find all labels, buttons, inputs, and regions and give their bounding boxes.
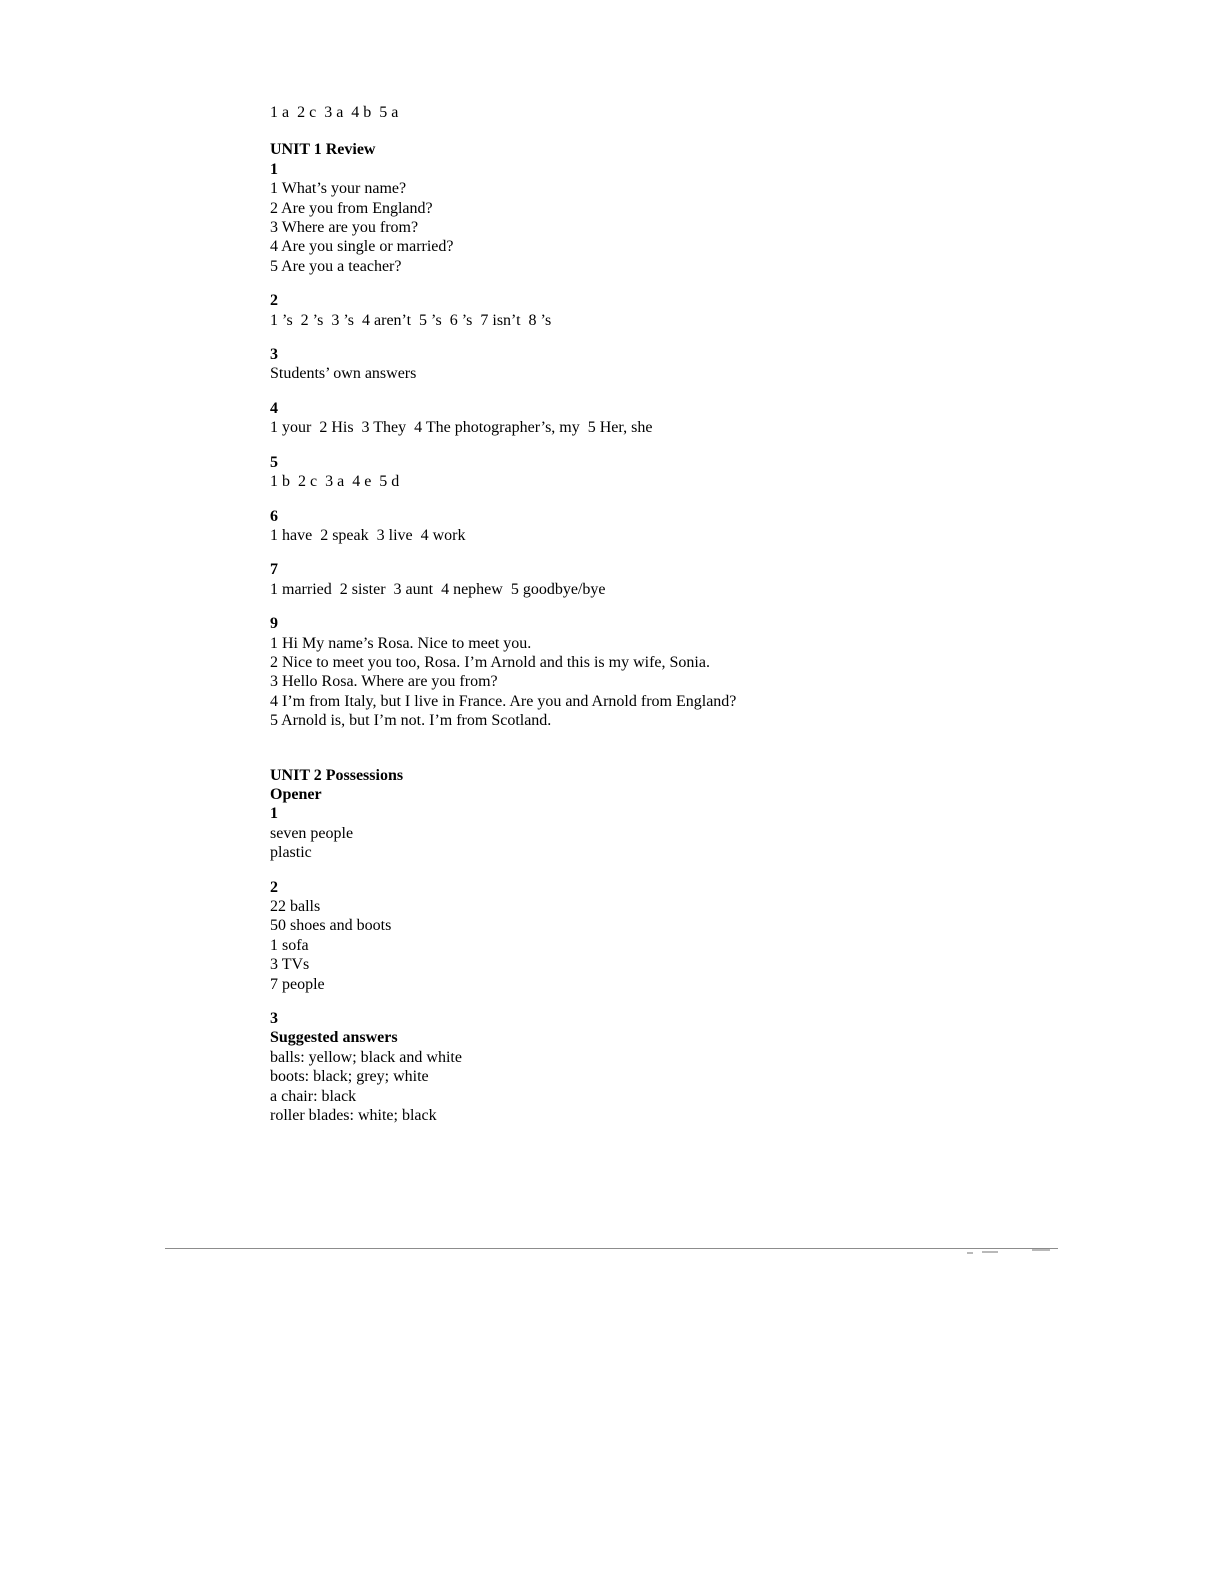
answer-line: 5 Are you a teacher?	[270, 257, 402, 275]
exercise-number: 3	[270, 1010, 278, 1028]
answer-line: 1 married 2 sister 3 aunt 4 nephew 5 goodbye/bye	[270, 580, 606, 598]
answer-line: 1 have 2 speak 3 live 4 work	[270, 526, 466, 544]
answer-line: 1 What’s your name?	[270, 180, 407, 198]
unit2-exercise-2	[270, 878, 736, 994]
answer-line: a chair: black	[270, 1087, 357, 1105]
exercise-number: 7	[270, 561, 278, 579]
unit2-exercise-1	[270, 804, 736, 862]
answer-line: plastic	[270, 844, 312, 862]
answer-line: 2 Nice to meet you too, Rosa. I’m Arnold and this is my wife, Sonia.	[270, 653, 710, 671]
exercise-number: 1	[270, 805, 278, 823]
answer-line: 5 Arnold is, but I’m not. I’m from Scotland.	[270, 712, 552, 730]
unit2-subtitle: Opener	[270, 785, 322, 803]
top-answer-line: 1 a 2 c 3 a 4 b 5 a	[270, 104, 399, 121]
scan-artifact	[967, 1252, 973, 1254]
exercise-number: 5	[270, 453, 278, 471]
answer-line: 1 your 2 His 3 They 4 The photographer’s, my 5 Her, she	[270, 419, 653, 437]
unit1-exercise-5	[270, 453, 736, 492]
unit1-exercise-4	[270, 399, 736, 438]
answer-line: 1 Hi My name’s Rosa. Nice to meet you.	[270, 634, 532, 652]
exercise-number: 6	[270, 507, 278, 525]
answer-line: 1 sofa	[270, 936, 309, 954]
answer-line: seven people	[270, 824, 354, 842]
unit2-exercise-3	[270, 1009, 736, 1125]
answer-line: 7 people	[270, 975, 325, 993]
answer-line: 3 Where are you from?	[270, 219, 419, 237]
unit1-exercise-9	[270, 614, 736, 730]
unit1-section	[270, 140, 736, 730]
unit2-section	[270, 766, 736, 1126]
answer-line: 50 shoes and boots	[270, 917, 392, 935]
unit1-exercise-6	[270, 507, 736, 546]
exercise-number: 9	[270, 615, 278, 633]
unit1-title: UNIT 1 Review	[270, 141, 376, 159]
exercise-number: 1	[270, 160, 278, 178]
answer-line: Students’ own answers	[270, 365, 417, 383]
answer-line: 4 Are you single or married?	[270, 238, 454, 256]
unit1-exercise-7	[270, 560, 736, 599]
answer-line: 3 Hello Rosa. Where are you from?	[270, 673, 498, 691]
suggested-answers-heading: Suggested answers	[270, 1029, 398, 1047]
exercise-number: 2	[270, 292, 278, 310]
scan-artifact	[982, 1251, 998, 1253]
exercise-number: 2	[270, 878, 278, 896]
exercise-number: 4	[270, 399, 278, 417]
answer-line: 1 b 2 c 3 a 4 e 5 d	[270, 473, 400, 491]
answer-line: 3 TVs	[270, 956, 310, 974]
unit2-title: UNIT 2 Possessions	[270, 766, 404, 784]
answer-line: 1 ’s 2 ’s 3 ’s 4 aren’t 5 ’s 6 ’s 7 isn’t 8 ’s	[270, 311, 552, 329]
answer-line: roller blades: white; black	[270, 1107, 437, 1125]
answer-line: 4 I’m from Italy, but I live in France. Are you and Arnold from England?	[270, 692, 737, 710]
unit1-exercise-2	[270, 291, 736, 330]
document-content	[270, 103, 736, 1125]
answer-line: 22 balls	[270, 898, 321, 915]
exercise-number: 3	[270, 346, 278, 364]
answer-line: balls: yellow; black and white	[270, 1048, 462, 1066]
unit1-exercise-3	[270, 345, 736, 384]
scan-artifact	[1032, 1249, 1050, 1251]
answer-line: 2 Are you from England?	[270, 199, 433, 217]
footer-divider-line	[165, 1248, 1058, 1249]
unit1-exercise-1	[270, 160, 736, 276]
answer-line: boots: black; grey; white	[270, 1068, 429, 1086]
